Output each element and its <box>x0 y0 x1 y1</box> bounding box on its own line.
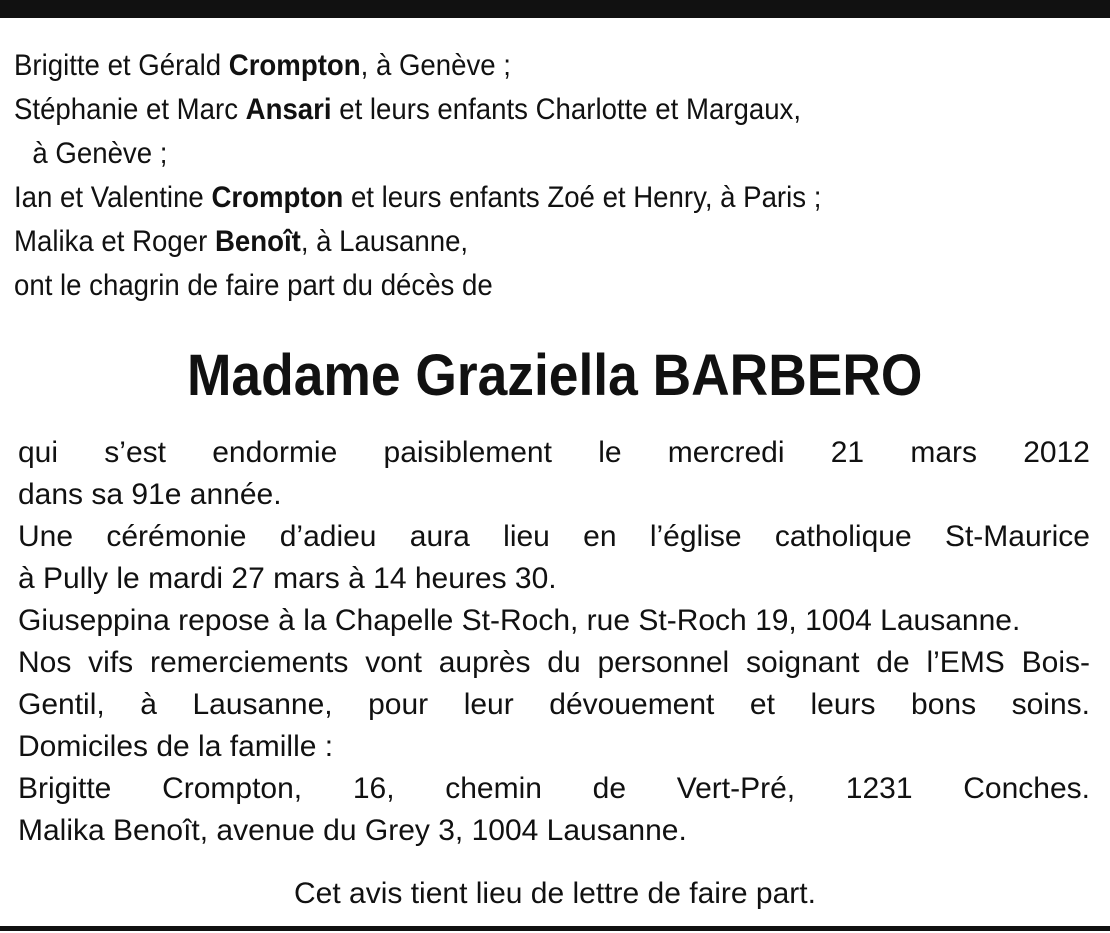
family-line-2 <box>14 88 1008 132</box>
body-line: qui s’est endormie paisiblement le mercredi 21 mars 2012 <box>18 436 1090 469</box>
deceased-name: Madame Graziella BARBERO <box>187 343 923 408</box>
top-border-rule <box>0 0 1110 18</box>
family-text: , à Lausanne, <box>300 225 469 258</box>
family-announcement <box>14 44 1094 308</box>
notice-body <box>18 432 1090 852</box>
family-line-3: à Genève ; <box>32 137 168 170</box>
family-text: et leurs enfants Zoé et Henry, à Paris ; <box>343 181 822 214</box>
bottom-border-rule <box>0 926 1110 931</box>
family-line-6: ont le chagrin de faire part du décès de <box>14 269 493 302</box>
family-line-5 <box>14 220 1008 264</box>
body-line: Brigitte Crompton, 16, chemin de Vert-Pré, 1231 Conches. <box>18 772 1090 805</box>
family-surname: Crompton <box>228 49 361 82</box>
body-line: dans sa 91e année. <box>18 478 282 511</box>
family-text: Malika et Roger <box>14 225 215 258</box>
closing-note: Cet avis tient lieu de lettre de faire part. <box>294 877 816 910</box>
family-text: , à Genève ; <box>360 49 511 82</box>
family-text: Brigitte et Gérald <box>14 49 229 82</box>
family-surname: Benoît <box>214 225 301 258</box>
body-line: à Pully le mardi 27 mars à 14 heures 30. <box>18 562 557 595</box>
family-text: Stéphanie et Marc <box>14 93 246 126</box>
family-line-1 <box>14 44 1008 88</box>
family-surname: Crompton <box>211 181 344 214</box>
family-surname: Ansari <box>245 93 332 126</box>
body-line: Gentil, à Lausanne, pour leur dévouement et leurs bons soins. <box>18 688 1090 721</box>
body-line: Malika Benoît, avenue du Grey 3, 1004 Lausanne. <box>18 814 687 847</box>
body-line: Une cérémonie d’adieu aura lieu en l’église catholique St-Maurice <box>18 520 1090 553</box>
family-text: Ian et Valentine <box>14 181 212 214</box>
body-line: Giuseppina repose à la Chapelle St-Roch, rue St-Roch 19, 1004 Lausanne. <box>18 604 1021 637</box>
family-line-4 <box>14 176 1008 220</box>
body-line: Domiciles de la famille : <box>18 730 334 763</box>
body-line: Nos vifs remerciements vont auprès du personnel soignant de l’EMS Bois- <box>18 646 1090 679</box>
deceased-name-heading <box>0 338 1110 414</box>
family-text: et leurs enfants Charlotte et Margaux, <box>331 93 802 126</box>
